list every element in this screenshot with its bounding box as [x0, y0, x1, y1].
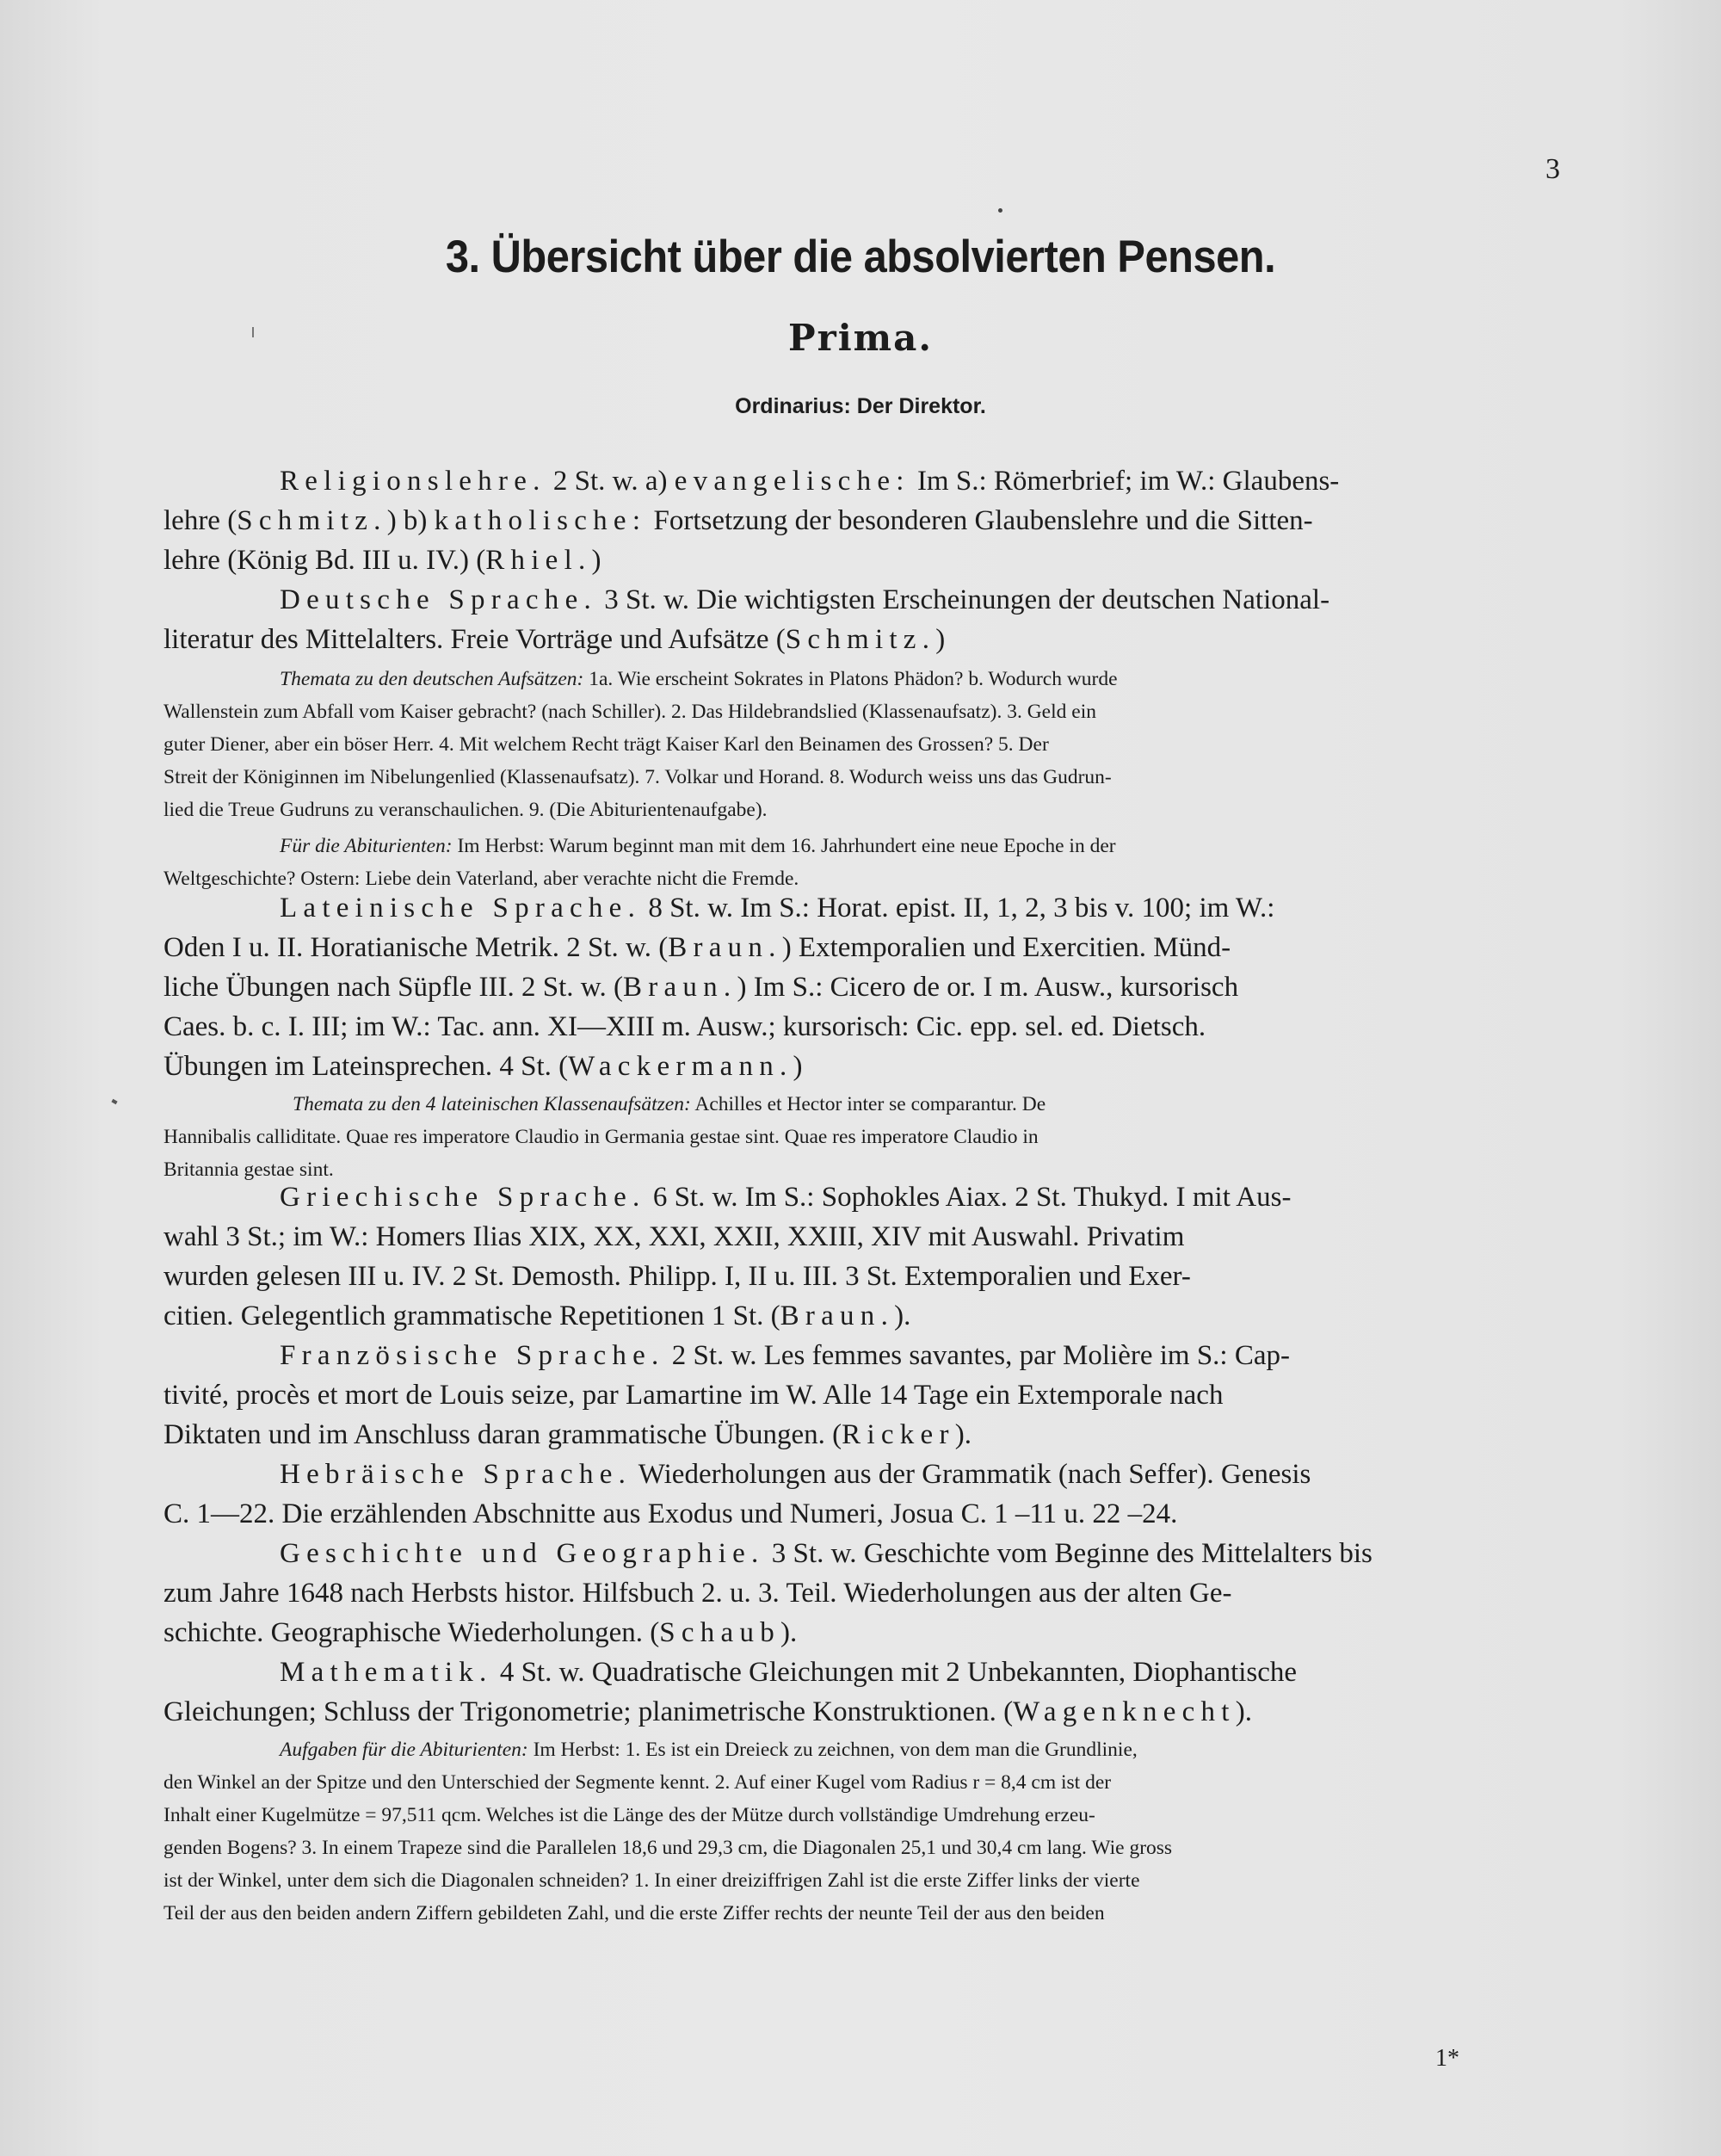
teacher-name: Wagenknecht: [1013, 1696, 1236, 1727]
class-title: Prima.: [788, 317, 933, 359]
teacher-name: Ricker: [842, 1419, 955, 1450]
subject-hebraeisch: Hebräische Sprache.: [280, 1459, 632, 1490]
abiturienten-label: Für die Abiturienten:: [280, 835, 453, 857]
teacher-name: Schmitz.: [237, 505, 387, 536]
teacher-name: Rhiel.: [485, 545, 592, 576]
scan-speck: [111, 1099, 117, 1104]
hebraeisch-section: Hebräische Sprache. Wiederholungen aus der Grammatik (nach Seffer). Genesis C. 1—22. Die erzählenden Abschnitte aus Exodus und Numeri, Josua C. 1 –11 u. 22 –24.: [163, 1459, 1311, 1529]
subject-mathematik: Mathematik.: [280, 1657, 493, 1688]
latein-section: Lateinische Sprache. 8 St. w. Im S.: Horat. epist. II, 1, 2, 3 bis v. 100; im W.: Oden I u. II. Horatianische Metrik. 2 St. w. (Braun.) Extemporalien und Exercitien. Münd- liche Übungen nach Süpfle III. 2 St. w. (Braun.) Im S.: Cicero de or. I m. Ausw., kursorisch Caes. b. c. I. III; im W.: Tac. ann. XI—XIII m. Ausw.; kursorisch: Cic. epp. sel. ed. Dietsch. Übungen im Lateinsprechen. 4 St. (Wackermann.) Themata zu den 4 lateinischen Klassenaufsätzen: Achilles et Hector inter se comparantur. De Hannibalis calliditate. Quae res imperatore Claudio in Germania gestae sint. Quae res imperatore Claudio in Britannia gestae sint.: [163, 893, 1275, 1181]
signature-mark: 1*: [1435, 2045, 1459, 2072]
religion-section: Religionslehre. 2 St. w. a) evangelische: Im S.: Römerbrief; im W.: Glaubens- lehre (Schmitz.) b) katholische: Fortsetzung der besonderen Glaubenslehre und die Sitten- lehre (König Bd. III u. IV.) (Rhiel.): [163, 466, 1340, 576]
teacher-name: Braun.: [780, 1300, 895, 1331]
themata-label: Themata zu den deutschen Aufsätzen:: [280, 668, 584, 690]
subject-latein: Lateinische Sprache.: [280, 893, 642, 924]
geschichte-section: Geschichte und Geographie. 3 St. w. Geschichte vom Beginne des Mittelalters bis zum Jahre 1648 nach Herbsts histor. Hilfsbuch 2. u. 3. Teil. Wiederholungen aus der alten Ge- schichte. Geographische Wiederholungen. (Schaub).: [163, 1538, 1372, 1648]
subject-franzoesisch: Französische Sprache.: [280, 1340, 665, 1371]
teacher-name: Schaub: [659, 1617, 780, 1648]
aufgaben-label: Aufgaben für die Abiturienten:: [280, 1739, 528, 1761]
mathematik-section: Mathematik. 4 St. w. Quadratische Gleichungen mit 2 Unbekannten, Diophantische Gleichungen; Schluss der Trigonometrie; planimetrische Konstruktionen. (Wagenknecht). Aufgaben für die Abiturienten: Im Herbst: 1. Es ist ein Dreieck zu zeichnen, von dem man die Grundlinie, den Winkel an der Spitze und den Unterschied der Segmente kennt. 2. Auf einer Kugel vom Radius r = 8,4 cm ist der Inhalt einer Kugelmütze = 97,511 qcm. Welches ist die Länge des der Mütze durch vollständige Umdrehung erzeu- genden Bogens? 3. In einem Trapeze sind die Parallelen 18,6 und 29,3 cm, die Diagonalen 25,1 und 30,4 cm lang. Wie gross ist der Winkel, unter dem sich die Diagonalen schneiden? 1. In einer dreiziffrigen Zahl ist die erste Ziffer links der vierte Teil der aus den beiden andern Ziffern gebildeten Zahl, und die erste Ziffer rechts der neunte Teil der aus den beiden: [163, 1657, 1298, 1924]
griechisch-section: Griechische Sprache. 6 St. w. Im S.: Sophokles Aiax. 2 St. Thukyd. I mit Aus- wahl 3 St.; im W.: Homers Ilias XIX, XX, XXI, XXII, XXIII, XIV mit Auswahl. Privatim wurden gelesen III u. IV. 2 St. Demosth. Philipp. I, II u. III. 3 St. Extemporalien und Exer- citien. Gelegentlich grammatische Repetitionen 1 St. (Braun.).: [163, 1182, 1292, 1331]
teacher-name: Braun.: [668, 932, 782, 963]
themata-label: Themata zu den 4 lateinischen Klassenaufsätzen:: [293, 1093, 691, 1115]
ordinarius-line: Ordinarius: Der Direktor.: [735, 394, 986, 418]
subject-deutsch: Deutsche Sprache.: [280, 584, 597, 615]
subject-griechisch: Griechische Sprache.: [280, 1182, 646, 1213]
deutsch-section: Deutsche Sprache. 3 St. w. Die wichtigsten Erscheinungen der deutschen National- literatur des Mittelalters. Freie Vorträge und Aufsätze (Schmitz.) Themata zu den deutschen Aufsätzen: 1a. Wie erscheint Sokrates in Platons Phädon? b. Wodurch wurde Wallenstein zum Abfall vom Kaiser gebracht? (nach Schiller). 2. Das Hildebrandslied (Klassenaufsatz). 3. Geld ein guter Diener, aber ein böser Herr. 4. Mit welchem Recht trägt Kaiser Karl den Beinamen des Grossen? 5. Der Streit der Königinnen im Nibelungenlied (Klassenaufsatz). 7. Volkar und Horand. 8. Wodurch weiss uns das Gudrun- lied die Treue Gudruns zu veranschaulichen. 9. (Die Abiturientenaufgabe). Für die Abiturienten: Im Herbst: Warum beginnt man mit dem 16. Jahrhundert eine neue Epoche in der Weltgeschichte? Ostern: Liebe dein Vaterland, aber verachte nicht die Fremde.: [163, 584, 1330, 890]
teacher-name: Schmitz.: [785, 624, 936, 655]
subject-geschichte: Geschichte und Geographie.: [280, 1538, 765, 1569]
subject-religion: Religionslehre.: [280, 466, 546, 497]
scan-speck: [998, 208, 1002, 213]
page-number: 3: [1545, 153, 1560, 185]
teacher-name: Braun.: [622, 972, 737, 1003]
franzoesisch-section: Französische Sprache. 2 St. w. Les femmes savantes, par Molière im S.: Cap- tivité, procès et mort de Louis seize, par Lamartine im W. Alle 14 Tage ein Extemporale nach Diktaten und im Anschluss daran grammatische Übungen. (Ricker).: [163, 1340, 1290, 1450]
teacher-name: Wackermann.: [568, 1051, 793, 1082]
section-heading: 3. Übersicht über die absolvierten Pensen.: [445, 232, 1276, 282]
